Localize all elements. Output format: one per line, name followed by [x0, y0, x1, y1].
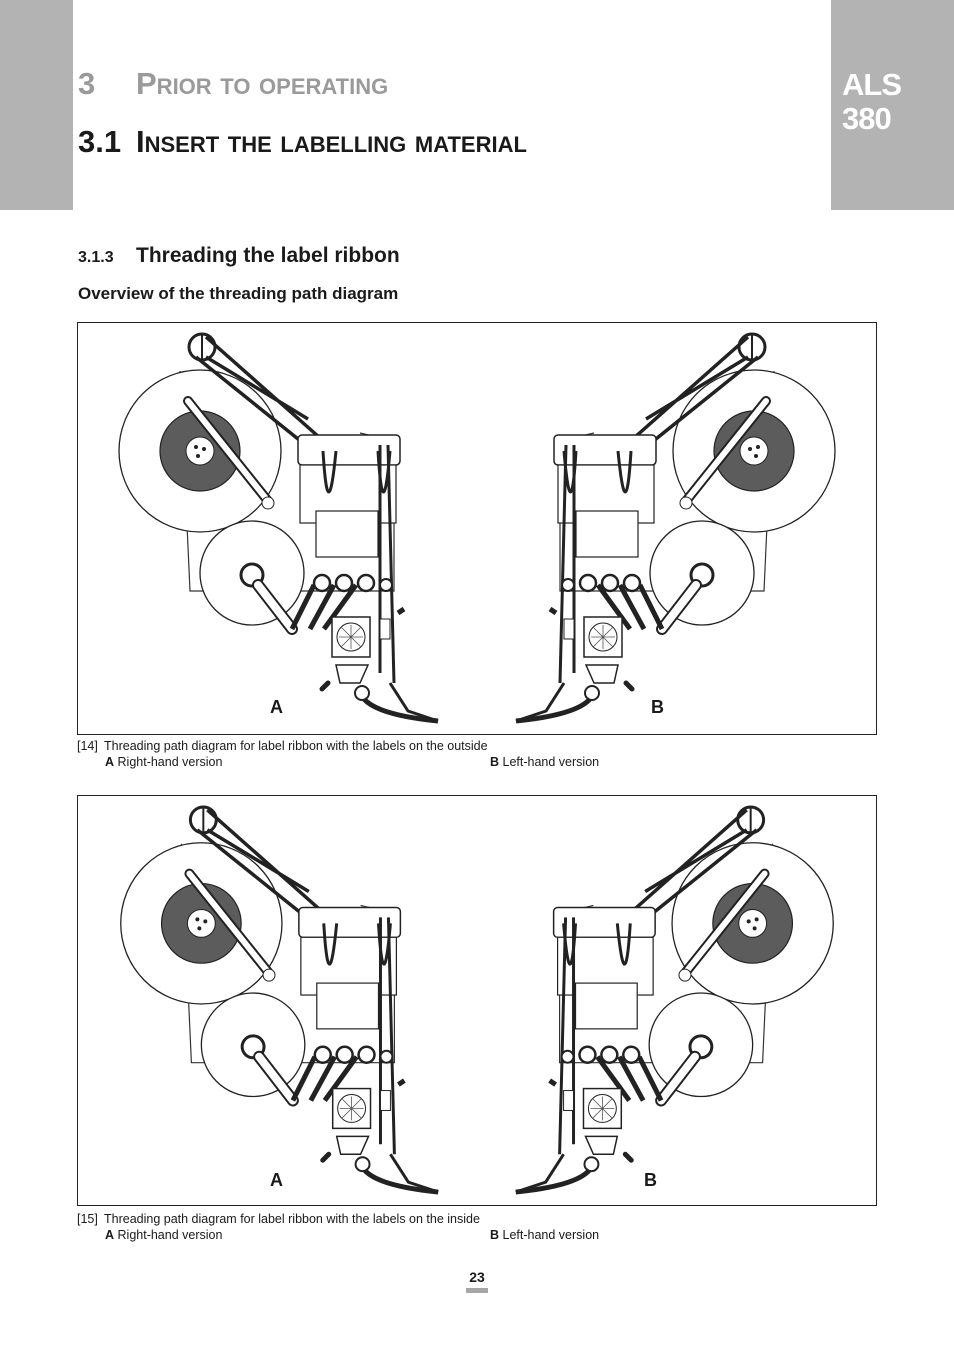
caption-item-text: Right-hand version: [117, 1228, 223, 1242]
threading-path-diagram-outside: [78, 323, 876, 734]
threading-diagram-inside: [77, 795, 877, 1206]
caption-item-text: Right-hand version: [117, 755, 223, 769]
caption-item-a: [105, 1228, 222, 1242]
model-badge: [842, 68, 901, 136]
version-a-drawing: [121, 807, 438, 1192]
section-title: Insert the labelling material: [136, 124, 527, 159]
threading-diagram-outside: [77, 322, 877, 735]
page-number-bar: [466, 1288, 488, 1293]
version-a-label: A: [270, 1170, 283, 1190]
page-number: 23: [469, 1269, 485, 1285]
threading-path-diagram-inside: [78, 796, 876, 1205]
caption-item-b: [490, 755, 599, 769]
figure-caption: [77, 739, 488, 753]
figure-caption-text: Threading path diagram for label ribbon with the labels on the outside: [104, 739, 488, 753]
chapter-heading: [78, 66, 388, 102]
figure-number: [14]: [77, 739, 98, 753]
version-a-label: A: [270, 697, 283, 717]
version-b-label: B: [644, 1170, 657, 1190]
figure-caption: [77, 1212, 480, 1226]
caption-item-a: [105, 755, 222, 769]
chapter-title: Prior to operating: [136, 66, 389, 101]
model-number: 380: [842, 101, 891, 136]
caption-item-text: Left-hand version: [502, 755, 600, 769]
caption-item-letter: A: [105, 755, 115, 769]
chapter-number: 3: [78, 66, 96, 101]
subsection-heading: [78, 244, 400, 268]
caption-item-letter: A: [105, 1228, 115, 1242]
version-b-drawing: [516, 807, 833, 1192]
version-b-drawing: [516, 334, 835, 721]
version-b-label: B: [651, 697, 664, 717]
section-heading: [78, 124, 527, 160]
figure-number: [15]: [77, 1212, 98, 1226]
subsection-number: 3.1.3: [78, 249, 114, 266]
subsection-title: Threading the label ribbon: [136, 244, 400, 267]
caption-item-text: Left-hand version: [502, 1228, 600, 1242]
section-number: 3.1: [78, 124, 122, 159]
overview-heading: Overview of the threading path diagram: [78, 284, 399, 303]
header-band-left: [0, 0, 73, 210]
version-a-drawing: [119, 334, 438, 721]
model-name: ALS: [842, 67, 901, 102]
caption-item-letter: B: [490, 755, 500, 769]
figure-caption-text: Threading path diagram for label ribbon with the labels on the inside: [104, 1212, 480, 1226]
caption-item-b: [490, 1228, 599, 1242]
caption-item-letter: B: [490, 1228, 500, 1242]
